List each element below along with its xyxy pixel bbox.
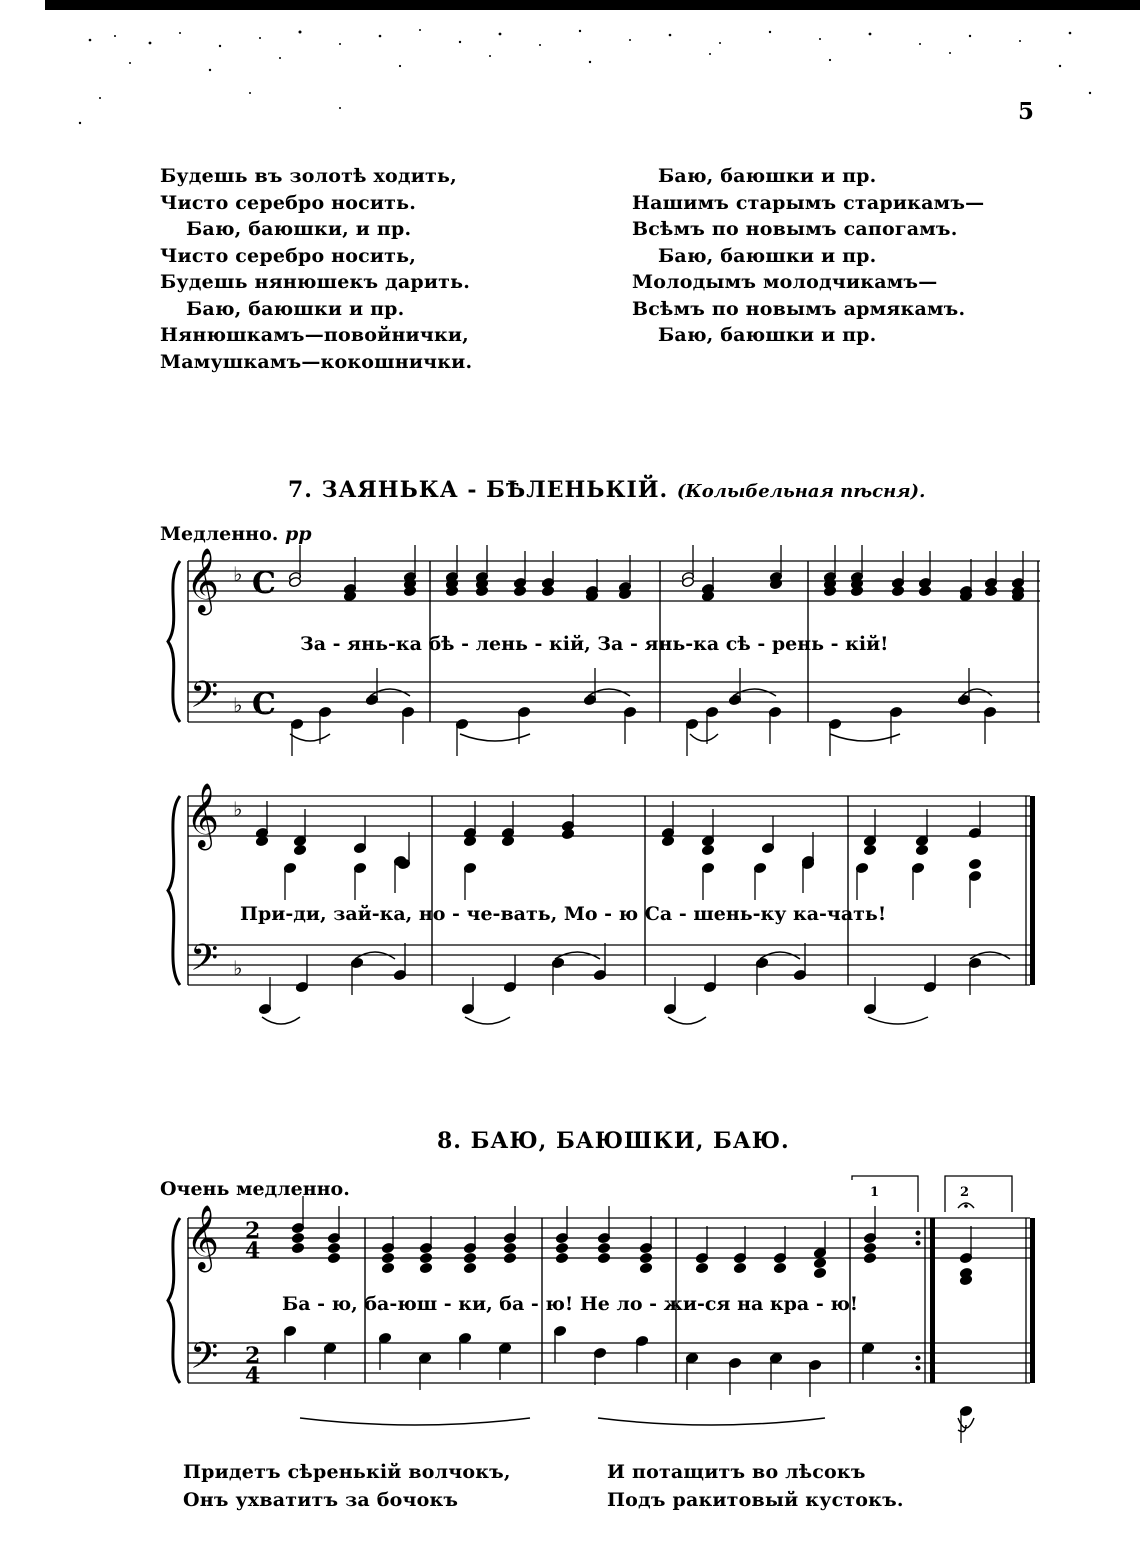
note-head xyxy=(597,1232,610,1243)
note-head xyxy=(291,1232,304,1243)
note-head xyxy=(503,1252,516,1263)
note-head xyxy=(327,1242,340,1253)
note-head xyxy=(891,585,904,596)
note-head xyxy=(381,1262,394,1273)
note-head xyxy=(863,844,876,855)
note-head xyxy=(701,844,714,855)
song8-tempo: Очень медленно. xyxy=(160,1178,350,1200)
note-head xyxy=(850,585,863,596)
note-head xyxy=(828,718,841,729)
note-head xyxy=(661,827,674,838)
slur xyxy=(460,734,530,741)
note-head xyxy=(911,862,924,873)
note-head xyxy=(498,1342,511,1353)
brace xyxy=(168,1218,180,1383)
verse-top-right xyxy=(632,163,984,349)
verse-line: Баю, баюшки и пр. xyxy=(658,165,877,187)
note-head xyxy=(463,1262,476,1273)
slur xyxy=(290,734,330,741)
note-head xyxy=(585,585,598,596)
flat-sign: ♭ xyxy=(233,693,243,717)
note-head xyxy=(695,1252,708,1263)
note-head xyxy=(663,1003,676,1014)
note-head xyxy=(503,1242,516,1253)
note-head xyxy=(1011,590,1024,601)
repeat-dot xyxy=(916,1231,921,1236)
note-head xyxy=(685,718,698,729)
note-head xyxy=(855,862,868,873)
note-head xyxy=(403,578,416,589)
note-head xyxy=(701,862,714,873)
flat-sign: ♭ xyxy=(233,562,243,586)
verse-line: Онъ ухватитъ за бочокъ xyxy=(183,1489,459,1511)
note-head xyxy=(463,827,476,838)
note-head xyxy=(350,957,363,968)
note-head xyxy=(695,1262,708,1273)
note-head xyxy=(984,585,997,596)
fermata-dot xyxy=(964,1204,968,1208)
note-head xyxy=(850,578,863,589)
note-head xyxy=(968,957,981,968)
note-head xyxy=(343,583,356,594)
note-head xyxy=(458,1332,471,1343)
volta-2-label: 2 xyxy=(960,1185,970,1200)
note-head xyxy=(813,1267,826,1278)
note-head xyxy=(983,706,996,717)
note-head xyxy=(984,577,997,588)
note-head xyxy=(959,1405,972,1416)
note-head xyxy=(517,706,530,717)
note-head xyxy=(701,583,714,594)
slur xyxy=(733,689,776,696)
note-head xyxy=(445,571,458,582)
note-head xyxy=(728,1357,741,1368)
verse-line: Всѣмъ по новымъ сапогамъ. xyxy=(632,218,958,240)
verse-line: Будешь нянюшекъ дарить. xyxy=(160,271,471,293)
note-head xyxy=(769,1352,782,1363)
note-head xyxy=(513,577,526,588)
note-head xyxy=(681,576,694,587)
slur xyxy=(598,1418,825,1425)
song7-title xyxy=(288,477,925,503)
note-head xyxy=(503,1232,516,1243)
note-head xyxy=(553,1325,566,1336)
note-head xyxy=(957,694,970,705)
slur xyxy=(300,1418,530,1425)
note-head xyxy=(419,1242,432,1253)
song7-title-text: 7. ЗАЯНЬКА - БѢЛЕНЬКІЙ. xyxy=(288,477,669,503)
verse-line: Чисто серебро носить, xyxy=(160,244,417,267)
note-head xyxy=(475,578,488,589)
slur xyxy=(760,952,800,959)
note-head xyxy=(555,1232,568,1243)
note-head xyxy=(597,1252,610,1263)
note-head xyxy=(381,1252,394,1263)
note-head xyxy=(323,1342,336,1353)
note-head xyxy=(959,1267,972,1278)
verse-line: Будешь въ золотѣ ходить, xyxy=(160,165,457,187)
note-head xyxy=(863,1003,876,1014)
note-head xyxy=(365,694,378,705)
verse-top-left xyxy=(160,163,472,375)
note-head xyxy=(295,981,308,992)
note-head xyxy=(701,835,714,846)
note-head xyxy=(551,957,564,968)
time-signature-top: 2 xyxy=(245,1218,261,1244)
song8-verse-right xyxy=(607,1458,904,1514)
note-head xyxy=(685,1352,698,1363)
flat-sign: ♭ xyxy=(233,956,243,980)
note-head xyxy=(703,981,716,992)
note-head xyxy=(968,858,981,869)
note-head xyxy=(583,694,596,705)
volta-2 xyxy=(945,1176,1012,1212)
song7-dynamic: pp xyxy=(285,523,312,545)
bass-clef: 𝄢 xyxy=(190,1335,219,1386)
time-signature-top: 2 xyxy=(245,1343,261,1369)
repeat-dot xyxy=(916,1366,921,1371)
note-head xyxy=(639,1242,652,1253)
verse-line: Баю, баюшки и пр. xyxy=(186,297,405,320)
note-head xyxy=(343,590,356,601)
note-head xyxy=(418,1352,431,1363)
note-head xyxy=(401,706,414,717)
time-signature: C xyxy=(252,566,276,601)
note-head xyxy=(733,1262,746,1273)
note-head xyxy=(419,1252,432,1263)
treble-clef: 𝄞 xyxy=(186,548,220,613)
note-head xyxy=(318,706,331,717)
note-head xyxy=(733,1252,746,1263)
flat-sign: ♭ xyxy=(233,797,243,821)
slur xyxy=(668,1017,706,1024)
note-head xyxy=(661,835,674,846)
note-head xyxy=(327,1252,340,1263)
song8-lyrics: Ба - ю, ба-юш - ки, ба - ю! Не ло - жи-ся на кра - ю! xyxy=(282,1293,859,1315)
note-head xyxy=(397,858,410,869)
treble-clef: 𝄞 xyxy=(186,1205,220,1270)
note-head xyxy=(1011,585,1024,596)
note-head xyxy=(959,1252,972,1263)
note-head xyxy=(288,576,301,587)
note-head xyxy=(769,571,782,582)
note-head xyxy=(863,1232,876,1243)
note-head xyxy=(445,578,458,589)
note-head xyxy=(753,862,766,873)
slur xyxy=(588,689,630,696)
note-head xyxy=(808,1359,821,1370)
note-head xyxy=(475,571,488,582)
repeat-bar-thick xyxy=(930,1218,935,1383)
slur xyxy=(465,1017,510,1024)
repeat-dot xyxy=(916,1356,921,1361)
verse-line: Подъ ракитовый кустокъ. xyxy=(607,1489,904,1511)
verse-line: И потащитъ во лѣсокъ xyxy=(607,1461,866,1483)
slur xyxy=(830,734,900,741)
note-head xyxy=(813,1257,826,1268)
note-head xyxy=(378,1332,391,1343)
note-head xyxy=(769,578,782,589)
note-head xyxy=(959,1274,972,1285)
verse-line: Всѣмъ по новымъ армякамъ. xyxy=(632,297,966,320)
song7-subtitle: (Колыбельная пѣсня). xyxy=(676,481,926,502)
slur xyxy=(970,952,1010,959)
note-head xyxy=(288,571,301,582)
note-head xyxy=(755,957,768,968)
note-head xyxy=(639,1262,652,1273)
note-head xyxy=(503,981,516,992)
note-head xyxy=(863,1242,876,1253)
slur xyxy=(355,952,395,959)
note-head xyxy=(541,577,554,588)
note-head xyxy=(823,585,836,596)
note-head xyxy=(918,577,931,588)
slur xyxy=(690,734,718,741)
note-head xyxy=(445,585,458,596)
note-head xyxy=(353,862,366,873)
note-head xyxy=(1011,577,1024,588)
top-border xyxy=(45,0,1140,10)
treble-clef: 𝄞 xyxy=(186,783,220,848)
note-head xyxy=(773,1252,786,1263)
slur xyxy=(868,1017,928,1024)
note-head xyxy=(915,844,928,855)
note-head xyxy=(513,585,526,596)
volta-1 xyxy=(852,1176,918,1212)
song8-title: 8. БАЮ, БАЮШКИ, БАЮ. xyxy=(437,1128,790,1154)
song8-verse-left xyxy=(183,1458,511,1514)
note-head xyxy=(283,1325,296,1336)
verse-line: Придетъ сѣренькій волчокъ, xyxy=(183,1461,511,1483)
note-head xyxy=(419,1262,432,1273)
slur xyxy=(262,1017,300,1024)
note-head xyxy=(258,1003,271,1014)
note-head xyxy=(968,870,981,881)
slur xyxy=(370,689,410,696)
fermata-bass xyxy=(958,1418,974,1432)
note-head xyxy=(283,862,296,873)
note-head xyxy=(475,585,488,596)
note-head xyxy=(463,1242,476,1253)
note-head xyxy=(381,1242,394,1253)
note-head xyxy=(618,581,631,592)
note-head xyxy=(623,706,636,717)
note-head xyxy=(561,828,574,839)
note-head xyxy=(728,694,741,705)
note-head xyxy=(501,835,514,846)
note-head xyxy=(593,969,606,980)
note-head xyxy=(968,827,981,838)
note-head xyxy=(823,571,836,582)
verse-line: Мамушкамъ—кокошнички. xyxy=(160,350,473,373)
note-head xyxy=(255,835,268,846)
note-head xyxy=(541,585,554,596)
note-head xyxy=(561,820,574,831)
time-signature-bottom: 4 xyxy=(245,1363,261,1389)
slur xyxy=(962,689,992,696)
final-barline-thick xyxy=(1030,796,1035,985)
note-head xyxy=(555,1242,568,1253)
note-head xyxy=(635,1335,648,1346)
time-signature: C xyxy=(252,687,276,722)
note-head xyxy=(850,571,863,582)
note-head xyxy=(403,571,416,582)
page-number: 5 xyxy=(1018,98,1035,125)
verse-line: Нянюшкамъ—повойнички, xyxy=(160,324,469,346)
final-barline-thick xyxy=(1030,1218,1035,1383)
bass-clef: 𝄢 xyxy=(190,937,219,988)
verse-line: Молодымъ молодчикамъ— xyxy=(632,271,938,293)
note-head xyxy=(290,718,303,729)
note-head xyxy=(461,1003,474,1014)
verse-line: Чисто серебро носить. xyxy=(160,191,417,214)
bass-clef: 𝄢 xyxy=(190,674,219,725)
note-head xyxy=(463,1252,476,1263)
note-head xyxy=(593,1347,606,1358)
note-head xyxy=(353,842,366,853)
note-head xyxy=(463,862,476,873)
note-head xyxy=(889,706,902,717)
verse-line: Баю, баюшки и пр. xyxy=(658,324,877,346)
slur xyxy=(555,952,600,959)
note-head xyxy=(501,827,514,838)
note-head xyxy=(291,1242,304,1253)
note-head xyxy=(701,590,714,601)
verse-line: Нашимъ старымъ старикамъ— xyxy=(632,191,985,214)
volta-1-label: 1 xyxy=(870,1185,880,1200)
note-head xyxy=(915,835,928,846)
note-head xyxy=(455,718,468,729)
brace xyxy=(168,561,180,722)
note-head xyxy=(555,1252,568,1263)
note-head xyxy=(959,585,972,596)
note-head xyxy=(597,1242,610,1253)
note-head xyxy=(863,1252,876,1263)
song7-lyrics-1: За - янь-ка бѣ - лень - кій, За - янь-ка сѣ - рень - кій! xyxy=(300,633,889,655)
note-head xyxy=(923,981,936,992)
note-head xyxy=(918,585,931,596)
note-head xyxy=(861,1342,874,1353)
verse-line: Баю, баюшки и пр. xyxy=(658,244,877,267)
song7-tempo-text: Медленно. xyxy=(160,523,279,545)
note-head xyxy=(293,835,306,846)
note-head xyxy=(681,571,694,582)
note-head xyxy=(705,706,718,717)
note-head xyxy=(585,590,598,601)
note-head xyxy=(891,577,904,588)
note-head xyxy=(863,835,876,846)
song7-lyrics-2: При-ди, зай-ка, но - че-вать, Мо - ю Са - шень-ку ка-чать! xyxy=(240,903,887,925)
verse-line: Баю, баюшки, и пр. xyxy=(186,218,412,240)
brace xyxy=(168,796,180,985)
note-head xyxy=(773,1262,786,1273)
note-head xyxy=(768,706,781,717)
note-head xyxy=(393,969,406,980)
note-head xyxy=(959,590,972,601)
note-head xyxy=(801,855,814,866)
note-head xyxy=(393,855,406,866)
note-head xyxy=(291,1222,304,1233)
note-head xyxy=(761,842,774,853)
note-head xyxy=(813,1247,826,1258)
note-head xyxy=(823,578,836,589)
note-head xyxy=(293,844,306,855)
note-head xyxy=(639,1252,652,1263)
note-head xyxy=(801,858,814,869)
note-head xyxy=(327,1232,340,1243)
time-signature-bottom: 4 xyxy=(245,1238,261,1264)
note-head xyxy=(463,835,476,846)
song7-tempo xyxy=(160,523,312,545)
fermata xyxy=(958,1203,974,1208)
repeat-dot xyxy=(916,1241,921,1246)
note-head xyxy=(793,969,806,980)
note-head xyxy=(255,827,268,838)
note-head xyxy=(403,585,416,596)
print-speckles xyxy=(70,18,1120,128)
note-head xyxy=(618,588,631,599)
